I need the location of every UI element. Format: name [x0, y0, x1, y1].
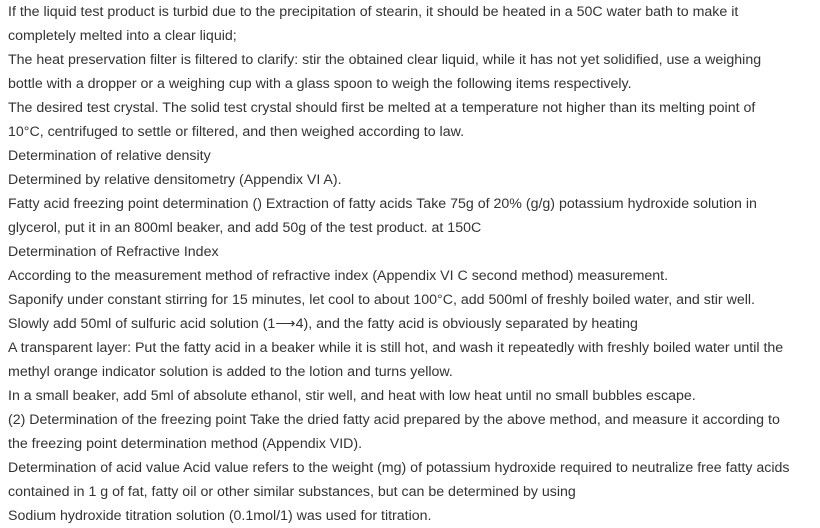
text-line: Sodium hydroxide titration solution (0.1mol/1) was used for titration. — [8, 508, 432, 524]
text-line: the freezing point determination method (Appendix VID). — [8, 436, 363, 452]
text-line: According to the measurement method of refractive index (Appendix VI C second method) measurement. — [8, 268, 669, 284]
text-line: Determined by relative densitometry (Appendix VI A). — [8, 172, 342, 188]
text-line: If the liquid test product is turbid due to the precipitation of stearin, it should be heated in a 50C water bath to make it — [8, 4, 739, 20]
text-line: bottle with a dropper or a weighing cup with a glass spoon to weigh the following items respectively. — [8, 76, 632, 92]
text-line: The heat preservation filter is filtered to clarify: stir the obtained clear liquid, while it has not yet solidified, use a weighing — [8, 52, 762, 68]
text-line: contained in 1 g of fat, fatty oil or other similar substances, but can be determined by using — [8, 484, 576, 500]
text-line: In a small beaker, add 5ml of absolute ethanol, stir well, and heat with low heat until no small bubbles escape. — [8, 388, 696, 404]
text-line: 10°C, centrifuged to settle or filtered, and then weighed according to law. — [8, 124, 465, 140]
text-line: (2) Determination of the freezing point Take the dried fatty acid prepared by the above method, and measure it according to — [8, 412, 780, 428]
text-line: The desired test crystal. The solid test crystal should first be melted at a temperature not higher than its melting point of — [8, 100, 756, 116]
text-line: completely melted into a clear liquid; — [8, 28, 237, 44]
text-line: A transparent layer: Put the fatty acid in a beaker while it is still hot, and wash it repeatedly with freshly boiled water until the — [8, 340, 784, 356]
document-body — [8, 0, 820, 528]
text-line: Determination of relative density — [8, 148, 211, 164]
text-line: Determination of acid value Acid value refers to the weight (mg) of potassium hydroxide required to neutralize free fatty acids — [8, 460, 790, 476]
text-line: methyl orange indicator solution is added to the lotion and turns yellow. — [8, 364, 453, 380]
text-line: Saponify under constant stirring for 15 minutes, let cool to about 100°C, add 500ml of freshly boiled water, and stir well. — [8, 292, 755, 308]
text-line: Determination of Refractive Index — [8, 244, 219, 260]
text-line: Slowly add 50ml of sulfuric acid solution (1⟶4), and the fatty acid is obviously separated by heating — [8, 316, 638, 332]
text-line: glycerol, put it in an 800ml beaker, and add 50g of the test product. at 150C — [8, 220, 482, 236]
text-line: Fatty acid freezing point determination () Extraction of fatty acids Take 75g of 20% (g/g) potassium hydroxide solution in — [8, 196, 757, 212]
